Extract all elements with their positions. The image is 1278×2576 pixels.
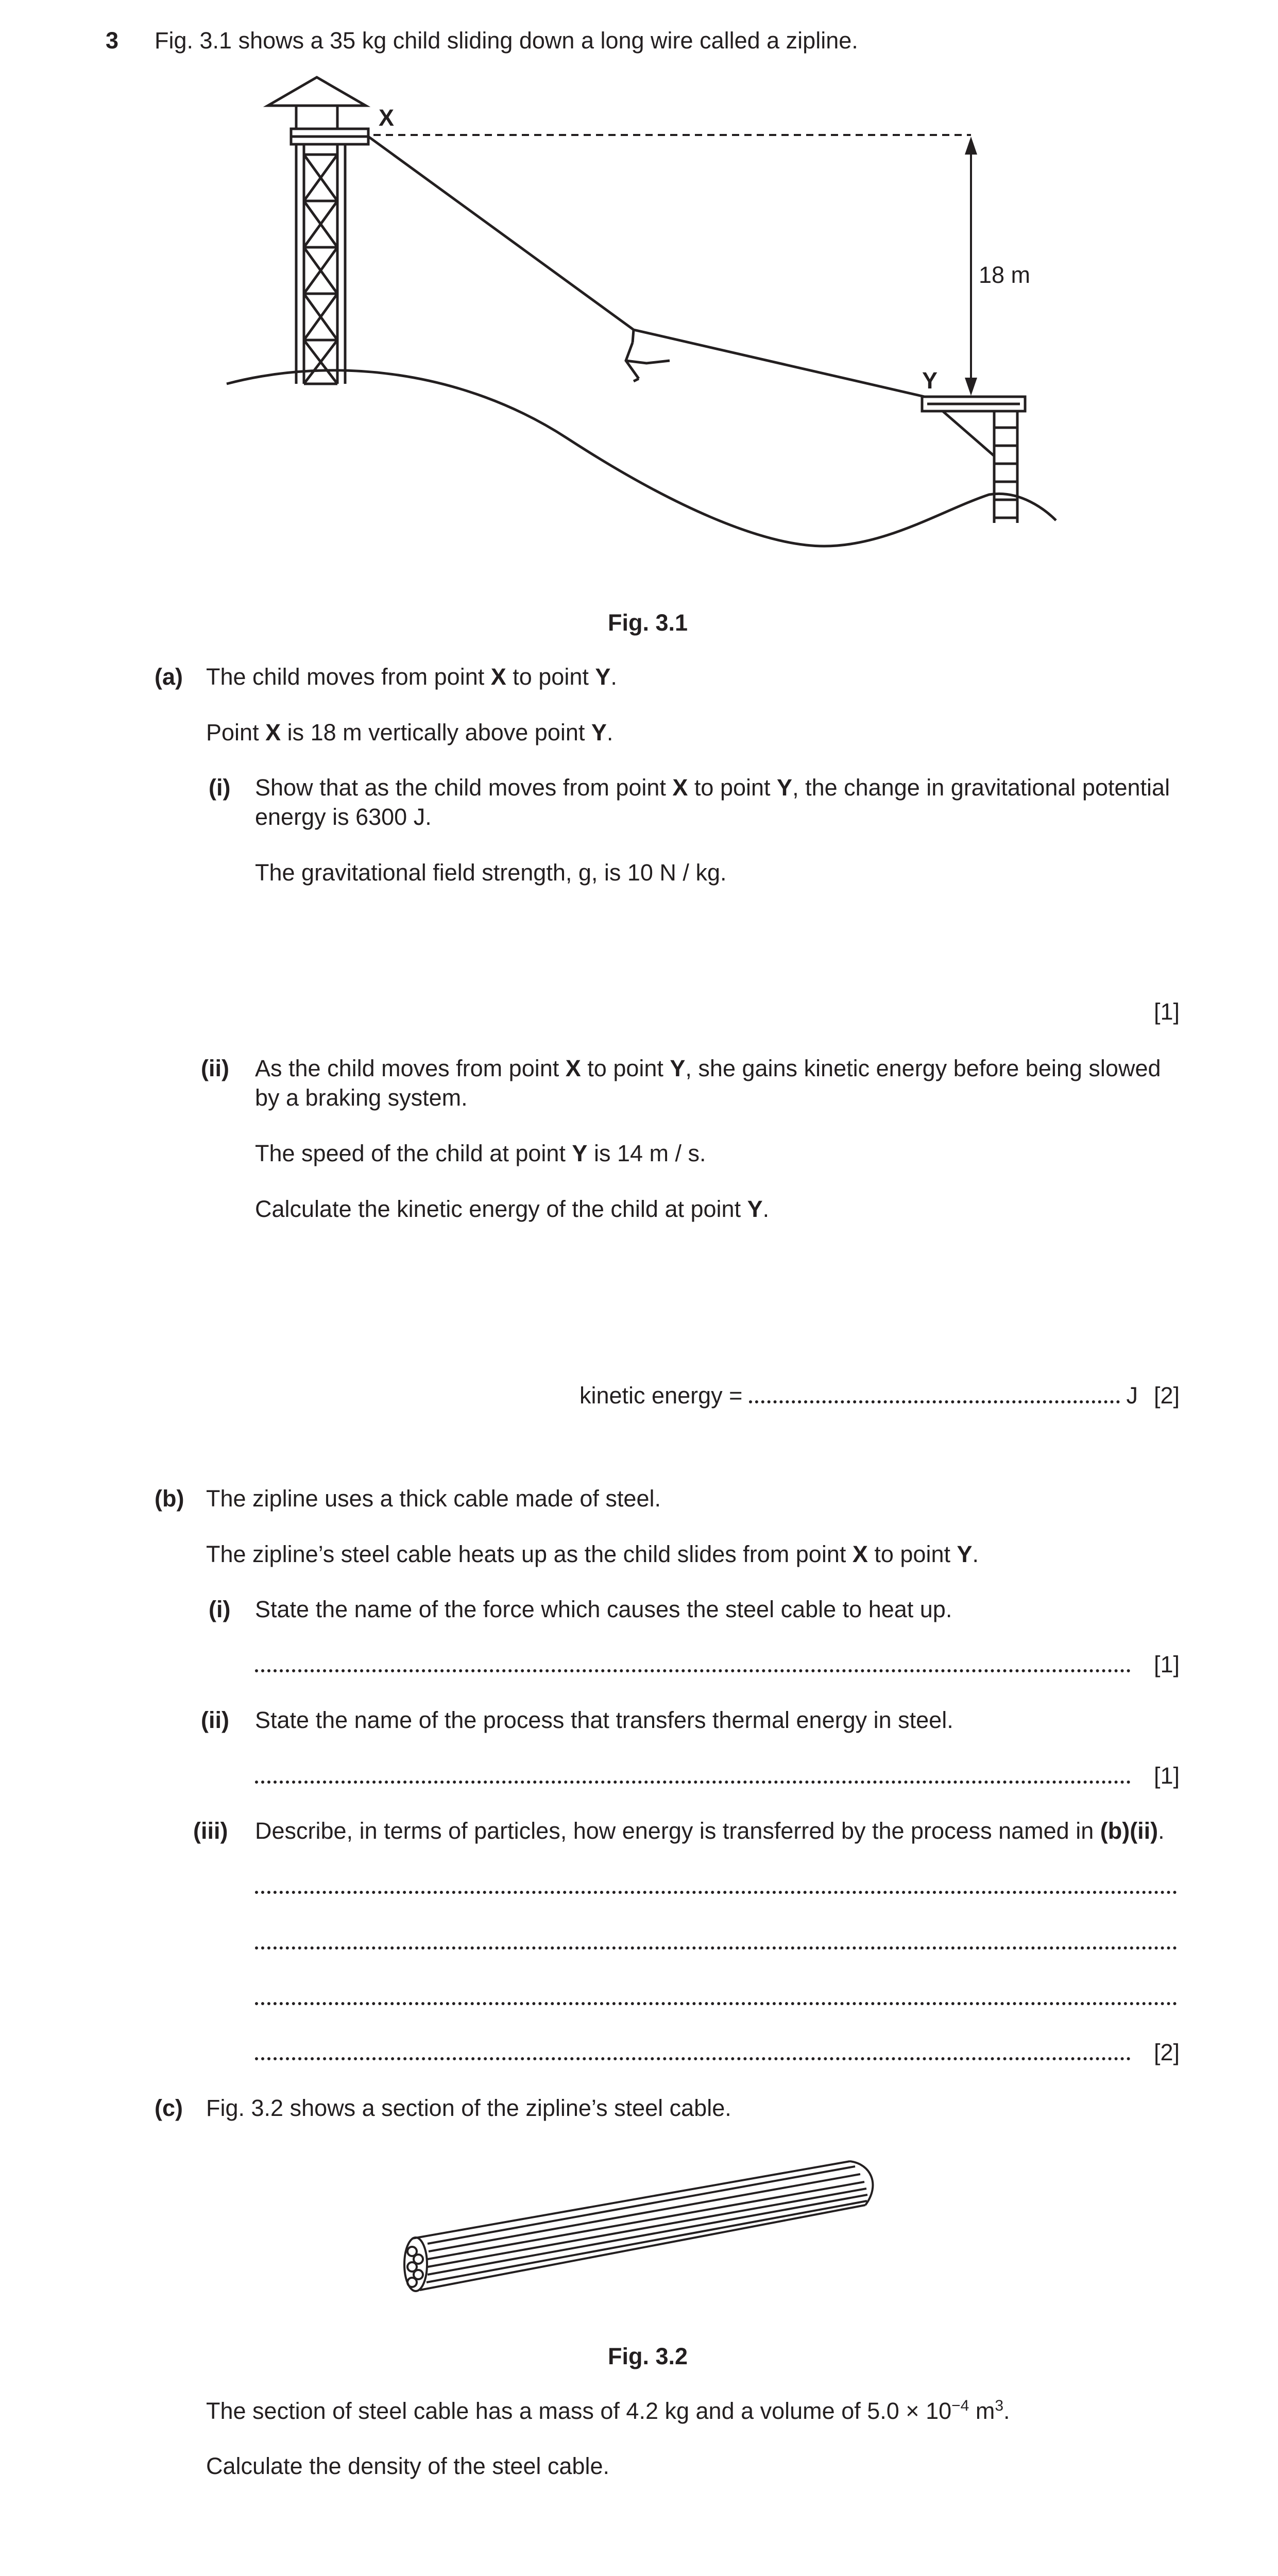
question-number: 3 <box>106 27 119 54</box>
part-bi-text: State the name of the force which causes the steel cable to heat up. <box>255 1596 952 1622</box>
part-ai-text2: energy is 6300 J. <box>255 804 432 830</box>
part-a-line2: Point X is 18 m vertically above point Y. <box>206 719 614 745</box>
point-y-label: Y <box>922 367 938 394</box>
kinetic-energy-answer[interactable]: kinetic energy = J <box>580 1382 1138 1409</box>
part-aii-text3: The speed of the child at point Y is 14 m / s. <box>255 1140 706 1166</box>
part-aii-text4: Calculate the kinetic energy of the child at point Y. <box>255 1196 770 1222</box>
part-ai-marks: [1] <box>1154 998 1180 1025</box>
part-c-text2: Calculate the density of the steel cable. <box>206 2453 609 2479</box>
part-aii-text1: As the child moves from point X to point Y, she gains kinetic energy before being slowed <box>255 1055 1161 1081</box>
part-bii-label: (ii) <box>201 1707 229 1733</box>
part-ai-label: (i) <box>209 774 231 801</box>
part-c-label: (c) <box>155 2095 183 2121</box>
part-b-label: (b) <box>155 1485 184 1512</box>
part-ai-text1: Show that as the child moves from point X to point Y, the change in gravitational potential <box>255 774 1170 801</box>
part-aii-text2: by a braking system. <box>255 1084 468 1111</box>
part-bi-label: (i) <box>209 1596 231 1622</box>
part-biii-text: Describe, in terms of particles, how energy is transferred by the process named in (b)(ii). <box>255 1818 1165 1844</box>
part-biii-label: (iii) <box>193 1818 228 1844</box>
part-a-label: (a) <box>155 664 183 690</box>
point-x-label: X <box>379 105 395 131</box>
part-bi-marks: [1] <box>1154 1651 1180 1677</box>
part-c-line1: Fig. 3.2 shows a section of the zipline’s steel cable. <box>206 2095 731 2121</box>
part-biii-marks: [2] <box>1154 2039 1180 2065</box>
fig31-caption: Fig. 3.1 <box>608 609 688 636</box>
part-ai-text3: The gravitational field strength, g, is 10 N / kg. <box>255 859 727 886</box>
part-bii-text: State the name of the process that transfers thermal energy in steel. <box>255 1707 953 1733</box>
fig32-caption: Fig. 3.2 <box>608 2343 688 2369</box>
part-bii-marks: [1] <box>1154 1762 1180 1789</box>
part-b-line1: The zipline uses a thick cable made of steel. <box>206 1485 661 1512</box>
part-aii-marks: [2] <box>1154 1382 1180 1409</box>
part-a-line1: The child moves from point X to point Y. <box>206 664 617 690</box>
part-b-line2: The zipline’s steel cable heats up as the child slides from point X to point Y. <box>206 1541 979 1567</box>
part-c-text1: The section of steel cable has a mass of 4.2 kg and a volume of $5.0 \times 10^{-4}$ $m^3$. <box>206 2397 1010 2424</box>
height-label: 18 m <box>979 262 1031 288</box>
question-intro: Fig. 3.1 shows a 35 kg child sliding down a long wire called a zipline. <box>155 27 858 54</box>
part-aii-label: (ii) <box>201 1055 229 1081</box>
